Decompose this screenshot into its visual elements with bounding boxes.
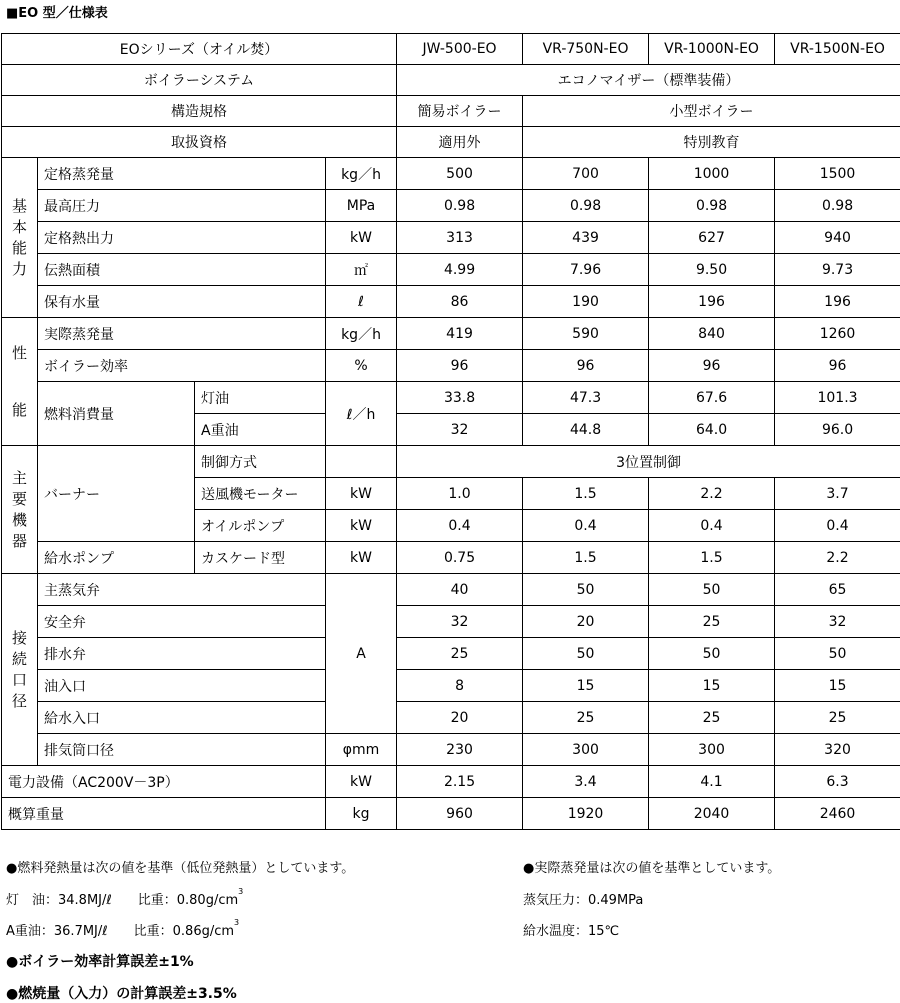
value-cell: 0.98 [775, 190, 900, 222]
sub-label: A重油 [195, 414, 326, 446]
row-label: 安全弁 [38, 606, 326, 638]
unit-cell: kW [326, 766, 397, 798]
value-cell: 96 [523, 350, 649, 382]
row-label: 実際蒸発量 [38, 318, 326, 350]
unit-cell: ㎡ [326, 254, 397, 286]
license-na-cell: 適用外 [397, 127, 523, 158]
value-cell: 32 [397, 606, 523, 638]
value-cell: 2.2 [649, 478, 775, 510]
sub-label: 灯油 [195, 382, 326, 414]
value-cell: 65 [775, 574, 900, 606]
value-cell: 196 [775, 286, 900, 318]
note-efficiency-error: ●ボイラー効率計算誤差±1% [6, 951, 194, 971]
note-kerosene-heat: 灯 油：34.8MJ/ℓ 比重：$0.80g/cm^3$ [6, 889, 243, 908]
cube-superscript: 3 [238, 887, 243, 896]
value-cell: 50 [775, 638, 900, 670]
value-cell: 230 [397, 734, 523, 766]
structure-simple-cell: 簡易ボイラー [397, 96, 523, 127]
unit-cell: ℓ [326, 286, 397, 318]
value-cell: 33.8 [397, 382, 523, 414]
value-cell: 700 [523, 158, 649, 190]
value-cell: 1.5 [649, 542, 775, 574]
value-cell: 25 [649, 606, 775, 638]
value-cell: 500 [397, 158, 523, 190]
value-cell: 0.75 [397, 542, 523, 574]
unit-cell: MPa [326, 190, 397, 222]
license-label-cell: 取扱資格 [2, 127, 397, 158]
value-cell: 40 [397, 574, 523, 606]
value-cell: 25 [523, 702, 649, 734]
value-cell: 2.2 [775, 542, 900, 574]
group-equipment-label: 主 要 機 器 [2, 446, 38, 574]
value-cell: 3.4 [523, 766, 649, 798]
system-label-cell: ボイラーシステム [2, 65, 397, 96]
value-cell: 9.73 [775, 254, 900, 286]
value-cell: 96 [649, 350, 775, 382]
value-cell: 1.5 [523, 478, 649, 510]
system-value-cell: エコノマイザー（標準装備） [397, 65, 900, 96]
row-label: 概算重量 [2, 798, 326, 830]
value-cell: 96 [397, 350, 523, 382]
value-cell: 190 [523, 286, 649, 318]
value-cell: 3位置制御 [397, 446, 900, 478]
value-cell: 15 [775, 670, 900, 702]
note-fuel-error: ●燃焼量（入力）の計算誤差±3.5% [6, 983, 237, 1003]
value-cell: 15 [649, 670, 775, 702]
row-label: 定格蒸発量 [38, 158, 326, 190]
value-cell: 960 [397, 798, 523, 830]
value-cell: 64.0 [649, 414, 775, 446]
value-cell: 20 [523, 606, 649, 638]
unit-cell: kW [326, 222, 397, 254]
model-header: VR-1000N-EO [649, 34, 775, 65]
value-cell: 50 [649, 574, 775, 606]
value-cell: 940 [775, 222, 900, 254]
value-cell: 67.6 [649, 382, 775, 414]
value-cell: 50 [649, 638, 775, 670]
value-cell: 439 [523, 222, 649, 254]
unit-cell: kW [326, 478, 397, 510]
value-cell: 590 [523, 318, 649, 350]
series-label-cell: EOシリーズ（オイル焚） [2, 34, 397, 65]
unit-cell: % [326, 350, 397, 382]
value-cell: 320 [775, 734, 900, 766]
value-cell: 15 [523, 670, 649, 702]
value-cell: 7.96 [523, 254, 649, 286]
value-cell: 1.5 [523, 542, 649, 574]
structure-label-cell: 構造規格 [2, 96, 397, 127]
row-label: 給水ポンプ [38, 542, 195, 574]
model-header: JW-500-EO [397, 34, 523, 65]
value-cell: 8 [397, 670, 523, 702]
sub-label: 制御方式 [195, 446, 326, 478]
unit-cell: kg [326, 798, 397, 830]
unit-cell: kW [326, 542, 397, 574]
row-label: 定格熱出力 [38, 222, 326, 254]
value-cell: 2460 [775, 798, 900, 830]
row-label: 排水弁 [38, 638, 326, 670]
group-basic-label: 基 本 能 力 [2, 158, 38, 318]
value-cell: 4.99 [397, 254, 523, 286]
unit-cell: A [326, 574, 397, 734]
value-cell: 44.8 [523, 414, 649, 446]
value-cell: 196 [649, 286, 775, 318]
note-feed-temp: 給水温度：15℃ [523, 920, 619, 939]
value-cell: 25 [649, 702, 775, 734]
value-cell: 0.98 [649, 190, 775, 222]
value-cell: 25 [397, 638, 523, 670]
value-cell: 1260 [775, 318, 900, 350]
unit-cell: kg／h [326, 158, 397, 190]
value-cell: 101.3 [775, 382, 900, 414]
value-cell: 0.4 [649, 510, 775, 542]
unit-cell: ℓ／h [326, 382, 397, 446]
row-label: バーナー [38, 446, 195, 542]
sub-label: オイルポンプ [195, 510, 326, 542]
row-label: 主蒸気弁 [38, 574, 326, 606]
value-cell: 1000 [649, 158, 775, 190]
value-cell: 50 [523, 638, 649, 670]
sub-label: 送風機モーター [195, 478, 326, 510]
unit-cell: φmm [326, 734, 397, 766]
value-cell: 3.7 [775, 478, 900, 510]
note-steam-pressure: 蒸気圧力：0.49MPa [523, 889, 643, 908]
row-label: 油入口 [38, 670, 326, 702]
value-cell: 1920 [523, 798, 649, 830]
row-label: ボイラー効率 [38, 350, 326, 382]
row-label: 排気筒口径 [38, 734, 326, 766]
value-cell: 25 [775, 702, 900, 734]
structure-small-cell: 小型ボイラー [523, 96, 900, 127]
value-cell: 86 [397, 286, 523, 318]
value-cell: 627 [649, 222, 775, 254]
row-label: 伝熱面積 [38, 254, 326, 286]
value-cell: 20 [397, 702, 523, 734]
model-header: VR-750N-EO [523, 34, 649, 65]
row-label: 保有水量 [38, 286, 326, 318]
value-cell: 2.15 [397, 766, 523, 798]
value-cell: 300 [523, 734, 649, 766]
value-cell: 419 [397, 318, 523, 350]
value-cell: 6.3 [775, 766, 900, 798]
note-steam-basis: ●実際蒸発量は次の値を基準としています。 [523, 857, 780, 876]
value-cell: 32 [397, 414, 523, 446]
license-special-cell: 特別教育 [523, 127, 900, 158]
row-label: 最高圧力 [38, 190, 326, 222]
value-cell: 1.0 [397, 478, 523, 510]
group-performance-label: 性 能 [2, 318, 38, 446]
value-cell: 0.4 [397, 510, 523, 542]
unit-cell: kW [326, 510, 397, 542]
value-cell: 0.4 [523, 510, 649, 542]
value-cell: 4.1 [649, 766, 775, 798]
value-cell: 0.98 [523, 190, 649, 222]
value-cell: 9.50 [649, 254, 775, 286]
value-cell: 0.4 [775, 510, 900, 542]
value-cell: 32 [775, 606, 900, 638]
value-cell: 840 [649, 318, 775, 350]
value-cell: 0.98 [397, 190, 523, 222]
value-cell: 96.0 [775, 414, 900, 446]
value-cell: 300 [649, 734, 775, 766]
model-header: VR-1500N-EO [775, 34, 900, 65]
value-cell: 1500 [775, 158, 900, 190]
unit-cell: kg／h [326, 318, 397, 350]
value-cell: 2040 [649, 798, 775, 830]
value-cell: 47.3 [523, 382, 649, 414]
cube-superscript: 3 [234, 918, 239, 927]
row-label: 給水入口 [38, 702, 326, 734]
note-fuel-basis: ●燃料発熱量は次の値を基準（低位発熱量）としています。 [6, 857, 354, 876]
row-label: 電力設備（AC200V－3P） [2, 766, 326, 798]
group-connection-label: 接 続 口 径 [2, 574, 38, 766]
value-cell: 96 [775, 350, 900, 382]
row-label: 燃料消費量 [38, 382, 195, 446]
value-cell: 313 [397, 222, 523, 254]
note-heavy-oil-heat: A重油：36.7MJ/ℓ 比重：$0.86g/cm^3$ [6, 920, 239, 939]
page-heading: ■EO 型／仕様表 [6, 2, 108, 21]
sub-label: カスケード型 [195, 542, 326, 574]
value-cell: 50 [523, 574, 649, 606]
